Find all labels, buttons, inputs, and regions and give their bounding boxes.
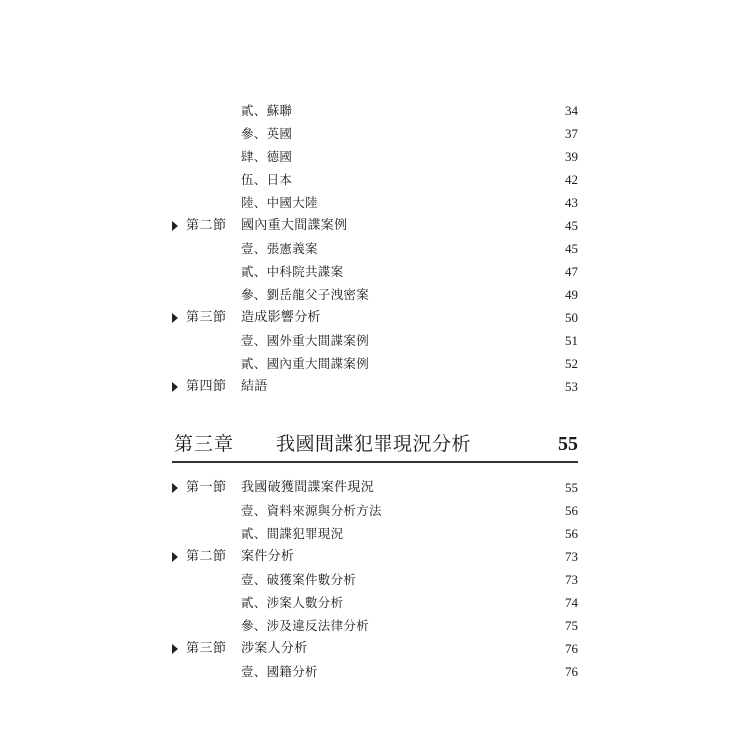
page-number: 51 [565, 333, 578, 348]
section-label: 第二節 [186, 549, 227, 564]
section-title: 我國破獲間諜案件現況 [241, 480, 375, 495]
page-number: 75 [565, 618, 578, 633]
item-title: 壹、張憲義案 [241, 241, 318, 256]
chapter-title: 我國間諜犯罪現況分析 [276, 433, 472, 455]
page-number: 50 [565, 310, 578, 325]
toc-item-row[interactable] [172, 262, 578, 282]
page-number: 52 [565, 356, 578, 371]
page-number: 45 [565, 218, 578, 233]
item-title: 貳、國內重大間諜案例 [241, 356, 370, 371]
item-title: 壹、資料來源與分析方法 [241, 503, 382, 518]
item-title: 伍、日本 [241, 172, 293, 187]
page-number: 56 [565, 503, 578, 518]
page-number: 47 [565, 264, 578, 279]
page-number: 43 [565, 195, 578, 210]
toc-item-row[interactable] [172, 147, 578, 167]
toc-item-row[interactable] [172, 170, 578, 190]
item-title: 參、劉岳龍父子洩密案 [241, 287, 370, 302]
page-number: 76 [565, 664, 578, 679]
toc-item-row[interactable] [172, 354, 578, 374]
item-title: 壹、國外重大間諜案例 [241, 333, 370, 348]
toc-section-row[interactable] [172, 216, 578, 236]
toc-item-row[interactable] [172, 524, 578, 544]
item-title: 陸、中國大陸 [241, 195, 318, 210]
section-title: 涉案人分析 [241, 641, 308, 656]
section-label: 第一節 [186, 480, 227, 495]
item-title: 肆、德國 [241, 149, 293, 164]
item-title: 參、英國 [241, 126, 293, 141]
toc-item-row[interactable] [172, 616, 578, 636]
item-title: 貳、間諜犯罪現況 [241, 526, 344, 541]
page-number: 34 [565, 103, 578, 118]
chapter-page-number: 55 [558, 433, 578, 455]
section-title: 結語 [241, 379, 268, 394]
page-number: 42 [565, 172, 578, 187]
item-title: 貳、中科院共諜案 [241, 264, 344, 279]
page-number: 53 [565, 379, 578, 394]
page-number: 45 [565, 241, 578, 256]
item-title: 貳、蘇聯 [241, 103, 293, 118]
section-label: 第二節 [186, 218, 227, 233]
section-marker-icon [172, 221, 178, 231]
toc-section-row[interactable] [172, 308, 578, 328]
page-number: 73 [565, 572, 578, 587]
page-number: 56 [565, 526, 578, 541]
toc-item-row[interactable] [172, 124, 578, 144]
toc-item-row[interactable] [172, 501, 578, 521]
toc-item-row[interactable] [172, 570, 578, 590]
section-marker-icon [172, 382, 178, 392]
toc-item-row[interactable] [172, 101, 578, 121]
page-number: 74 [565, 595, 578, 610]
section-title: 造成影響分析 [241, 310, 321, 325]
toc-section-row[interactable] [172, 478, 578, 498]
toc-section-row[interactable] [172, 639, 578, 659]
toc-section-row[interactable] [172, 377, 578, 397]
toc-item-row[interactable] [172, 662, 578, 682]
page-number: 76 [565, 641, 578, 656]
section-title: 國內重大間諜案例 [241, 218, 348, 233]
section-marker-icon [172, 313, 178, 323]
toc-item-row[interactable] [172, 593, 578, 613]
chapter-heading[interactable] [172, 430, 578, 460]
toc-section-row[interactable] [172, 547, 578, 567]
section-label: 第四節 [186, 379, 227, 394]
section-marker-icon [172, 552, 178, 562]
section-label: 第三節 [186, 641, 227, 656]
toc-item-row[interactable] [172, 331, 578, 351]
toc-item-row[interactable] [172, 285, 578, 305]
chapter-label: 第三章 [174, 433, 235, 455]
page-number: 37 [565, 126, 578, 141]
page-number: 73 [565, 549, 578, 564]
item-title: 參、涉及違反法律分析 [241, 618, 370, 633]
page-number: 49 [565, 287, 578, 302]
item-title: 壹、破獲案件數分析 [241, 572, 357, 587]
section-marker-icon [172, 644, 178, 654]
section-title: 案件分析 [241, 549, 295, 564]
section-label: 第三節 [186, 310, 227, 325]
page-number: 39 [565, 149, 578, 164]
item-title: 壹、國籍分析 [241, 664, 318, 679]
toc-item-row[interactable] [172, 239, 578, 259]
page-number: 55 [565, 480, 578, 495]
item-title: 貳、涉案人數分析 [241, 595, 344, 610]
chapter-divider [172, 461, 578, 463]
section-marker-icon [172, 483, 178, 493]
toc-item-row[interactable] [172, 193, 578, 213]
